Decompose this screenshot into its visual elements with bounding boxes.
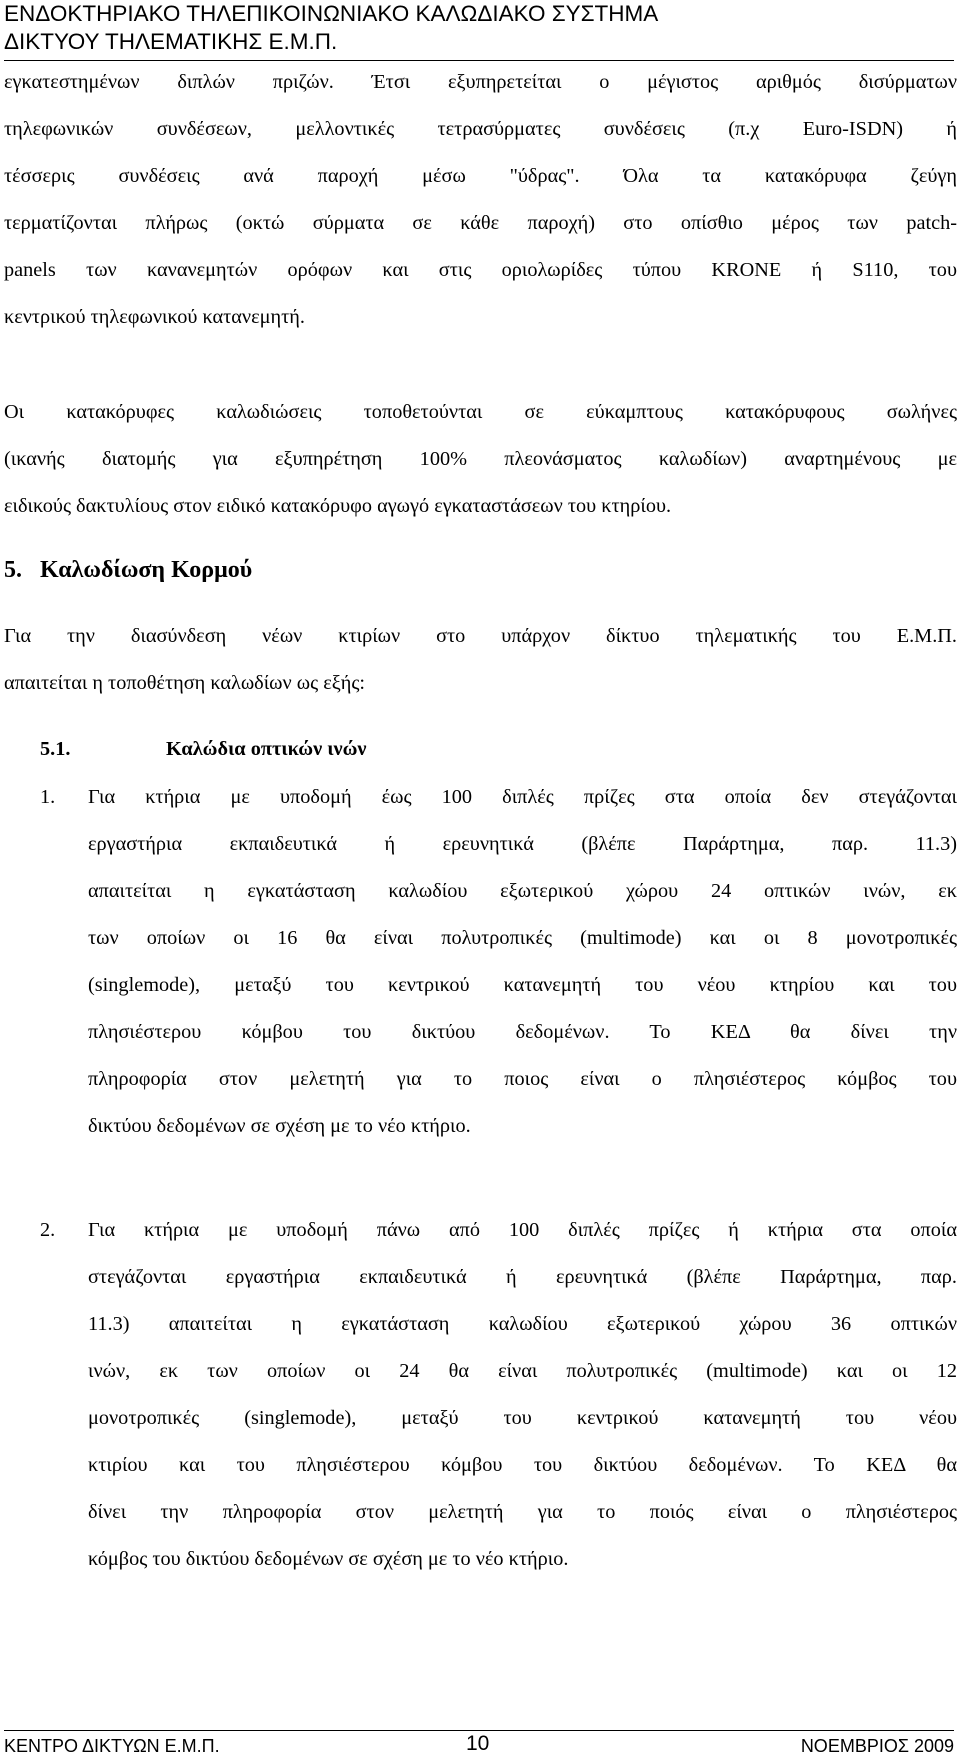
text-line: εγκατεστημένων διπλών πριζών. Έτσι εξυπηρετείται ο μέγιστος αριθμός δισύρματων bbox=[4, 71, 957, 93]
text-line: τηλεφωνικών συνδέσεων, μελλοντικές τετρασύρματες συνδέσεις (π.χ Euro-ISDN) ή bbox=[4, 118, 957, 140]
text-line: στεγάζονται εργαστήρια εκπαιδευτικά ή ερευνητικά (βλέπε Παράρτημα, παρ. bbox=[88, 1266, 957, 1288]
text-line: Για κτήρια με υποδομή πάνω από 100 διπλές πρίζες ή κτήρια στα οποία bbox=[88, 1219, 957, 1241]
text-line: δίνει την πληροφορία στον μελετητή για το ποιός είναι ο πλησιέστερος bbox=[88, 1501, 957, 1523]
text-line: κεντρικού τηλεφωνικού κατανεμητή. bbox=[4, 306, 305, 328]
text-line: των οποίων οι 16 θα είναι πολυτροπικές (multimode) και οι 8 μονοτροπικές bbox=[88, 927, 957, 949]
section-heading bbox=[4, 556, 252, 584]
list-item-number: 2. bbox=[40, 1219, 56, 1241]
text-line: Για κτήρια με υποδομή έως 100 διπλές πρίζες στα οποία δεν στεγάζονται bbox=[88, 786, 957, 808]
header-title-line-1: ΕΝΔΟΚΤΗΡΙΑΚΟ ΤΗΛΕΠΙΚΟΙΝΩΝΙΑΚΟ ΚΑΛΩΔΙΑΚΟ ΣΥΣΤΗΜΑ bbox=[4, 1, 659, 26]
section-title: Καλωδίωση Κορμού bbox=[40, 557, 253, 583]
page-header bbox=[4, 0, 954, 61]
text-line: εργαστήρια εκπαιδευτικά ή ερευνητικά (βλέπε Παράρτημα, παρ. 11.3) bbox=[88, 833, 957, 855]
text-line: πλησιέστερου κόμβου του δικτύου δεδομένων. Το ΚΕΔ θα δίνει την bbox=[88, 1021, 957, 1043]
footer-date: ΝΟΕΜΒΡΙΟΣ 2009 bbox=[800, 1736, 954, 1756]
text-line: απαιτείται η τοποθέτηση καλωδίων ως εξής: bbox=[4, 672, 366, 694]
text-line: τέσσερις συνδέσεις ανά παροχή μέσω "ύδρας". Όλα τα κατακόρυφα ζεύγη bbox=[4, 165, 957, 187]
text-line: δικτύου δεδομένων σε σχέση με το νέο κτήριο. bbox=[88, 1115, 471, 1137]
subsection-title: Καλώδια οπτικών ινών bbox=[166, 738, 367, 760]
text-line: κτιρίου και του πλησιέστερου κόμβου του δικτύου δεδομένων. Το ΚΕΔ θα bbox=[88, 1454, 957, 1476]
text-line: (singlemode), μεταξύ του κεντρικού κατανεμητή του νέου κτηρίου και του bbox=[88, 974, 957, 996]
header-title-line-2: ΔΙΚΤΥΟΥ ΤΗΛΕΜΑΤΙΚΗΣ Ε.Μ.Π. bbox=[4, 29, 338, 54]
text-line: κόμβος του δικτύου δεδομένων σε σχέση με το νέο κτήριο. bbox=[88, 1548, 569, 1570]
text-line: (ικανής διατομής για εξυπηρέτηση 100% πλεονάσματος καλωδίων) αναρτημένους με bbox=[4, 448, 957, 470]
text-line: ειδικούς δακτυλίους στον ειδικό κατακόρυφο αγωγό εγκαταστάσεων του κτηρίου. bbox=[4, 495, 672, 517]
text-line: τερματίζονται πλήρως (οκτώ σύρματα σε κάθε παροχή) στο οπίσθιο μέρος των patch- bbox=[4, 212, 957, 234]
page-number: 10 bbox=[466, 1732, 490, 1755]
text-line: panels των κανανεμητών ορόφων και στις οριολωρίδες τύπου KRONE ή S110, του bbox=[4, 259, 957, 281]
footer-organization: ΚΕΝΤΡΟ ΔΙΚΤΥΩΝ Ε.Μ.Π. bbox=[4, 1736, 220, 1756]
subsection-heading bbox=[40, 737, 366, 761]
section-number: 5. bbox=[4, 557, 22, 583]
subsection-number: 5.1. bbox=[40, 738, 71, 760]
text-line: Οι κατακόρυφες καλωδιώσεις τοποθετούνται σε εύκαμπτους κατακόρυφους σωλήνες bbox=[4, 401, 957, 423]
text-line: 11.3) απαιτείται η εγκατάσταση καλωδίου εξωτερικού χώρου 36 οπτικών bbox=[88, 1313, 957, 1335]
text-line: ινών, εκ των οποίων οι 24 θα είναι πολυτροπικές (multimode) και οι 12 bbox=[88, 1360, 957, 1382]
text-line: Για την διασύνδεση νέων κτιρίων στο υπάρχον δίκτυο τηλεματικής του Ε.Μ.Π. bbox=[4, 625, 957, 647]
text-line: απαιτείται η εγκατάσταση καλωδίου εξωτερικού χώρου 24 οπτικών ινών, εκ bbox=[88, 880, 957, 902]
page-footer bbox=[4, 1730, 954, 1758]
text-line: πληροφορία στον μελετητή για το ποιος είναι ο πλησιέστερος κόμβος του bbox=[88, 1068, 957, 1090]
text-line: μονοτροπικές (singlemode), μεταξύ του κεντρικού κατανεμητή του νέου bbox=[88, 1407, 957, 1429]
list-item-number: 1. bbox=[40, 786, 56, 808]
